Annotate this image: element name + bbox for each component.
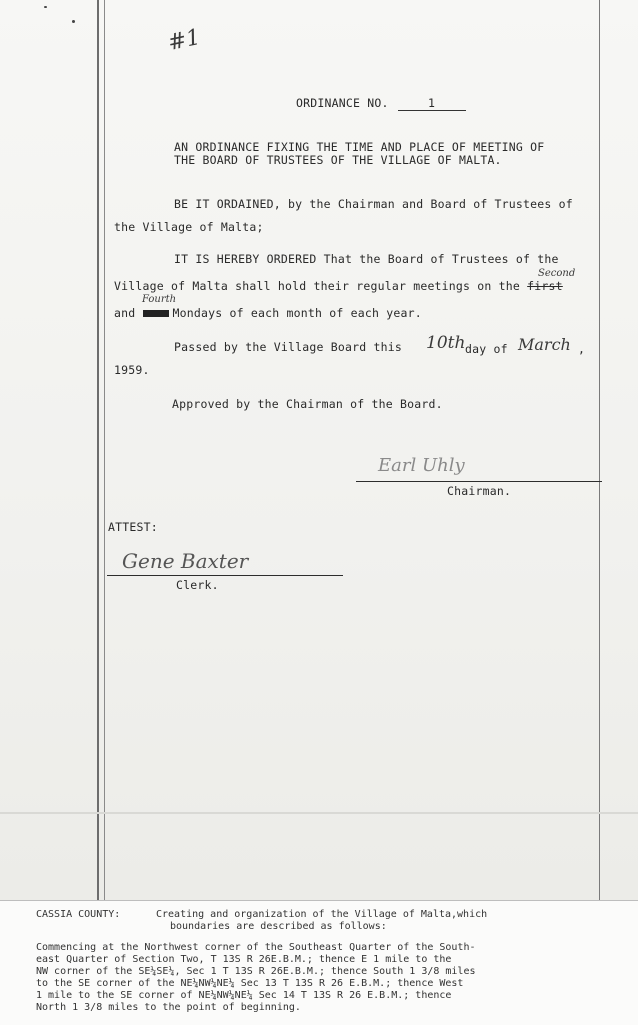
handwritten-day: 10th (426, 333, 466, 353)
paragraph-1-line-2: the Village of Malta; (114, 220, 264, 234)
clerk-label: Clerk. (176, 578, 219, 592)
page-fold (0, 812, 638, 814)
ordinance-number: 1 (428, 96, 436, 110)
attest-label: ATTEST: (108, 520, 158, 534)
ordinance-title: ORDINANCE NO. (296, 96, 389, 110)
left-margin-rule (97, 0, 99, 900)
handwritten-month: March (518, 335, 571, 354)
description-line: east Quarter of Section Two, T 13S R 26E.B.M.; thence E 1 mile to the (36, 954, 452, 965)
paragraph-2-line-3 (114, 306, 422, 320)
paragraph-3-day-of: day of (465, 342, 508, 356)
redaction-mark (143, 310, 169, 317)
note-heading-line-1: Creating and organization of the Village of Malta,which (156, 909, 488, 920)
paragraph-2-line-2-text: Village of Malta shall hold their regular meetings on the (114, 279, 521, 293)
handwritten-insert-fourth: Fourth (142, 294, 177, 305)
scan-speck (44, 6, 47, 8)
description-line: to the SE corner of the NE¼NW¼NE¼ Sec 13 T 13S R 26 E.B.M.; thence West (36, 978, 464, 989)
paragraph-2-line-2 (114, 279, 563, 293)
paragraph-2-line-3-prefix: and (114, 306, 136, 320)
handwritten-insert-second: Second (538, 268, 576, 279)
description-line: 1 mile to the SE corner of NE¼NW¼NE¼ Sec 14 T 13S R 26 E.B.M.; thence (36, 990, 452, 1001)
right-margin-rule (599, 0, 600, 900)
paragraph-2-line-1: IT IS HEREBY ORDERED That the Board of Trustees of the (174, 252, 559, 266)
clerk-signature: Gene Baxter (122, 549, 249, 573)
description-line: North 1 3/8 miles to the point of beginning. (36, 1002, 301, 1013)
left-margin-rule-inner (104, 0, 105, 900)
handwritten-number-annotation: #1 (165, 24, 203, 57)
chairman-signature-line (356, 481, 602, 482)
ordinance-number-line (398, 110, 466, 111)
paragraph-2-line-3-suffix: Mondays of each month of each year. (172, 306, 422, 320)
paragraph-3-year: 1959. (114, 363, 150, 377)
chairman-label: Chairman. (447, 484, 512, 498)
description-line: Commencing at the Northwest corner of the Southeast Quarter of the South- (36, 942, 476, 953)
subtitle-line-1: AN ORDINANCE FIXING THE TIME AND PLACE OF MEETING OF (174, 140, 545, 154)
scan-speck (72, 20, 75, 23)
paragraph-4: Approved by the Chairman of the Board. (172, 397, 443, 411)
struck-word: first (527, 279, 563, 293)
description-line: NW corner of the SE¼SE¼, Sec 1 T 13S R 26E.B.M.; thence South 1 3/8 miles (36, 966, 476, 977)
subtitle-line-2: THE BOARD OF TRUSTEES OF THE VILLAGE OF MALTA. (174, 153, 502, 167)
paragraph-1-line-1: BE IT ORDAINED, by the Chairman and Board of Trustees of (174, 197, 573, 211)
chairman-signature: Earl Uhly (378, 455, 465, 476)
boundary-description-note (0, 900, 638, 1025)
paragraph-3-line-1: Passed by the Village Board this (174, 340, 402, 354)
paragraph-3-comma: , (578, 342, 586, 356)
clerk-signature-line (107, 575, 343, 576)
county-label: CASSIA COUNTY: (36, 909, 121, 920)
note-heading-line-2: boundaries are described as follows: (170, 921, 387, 932)
